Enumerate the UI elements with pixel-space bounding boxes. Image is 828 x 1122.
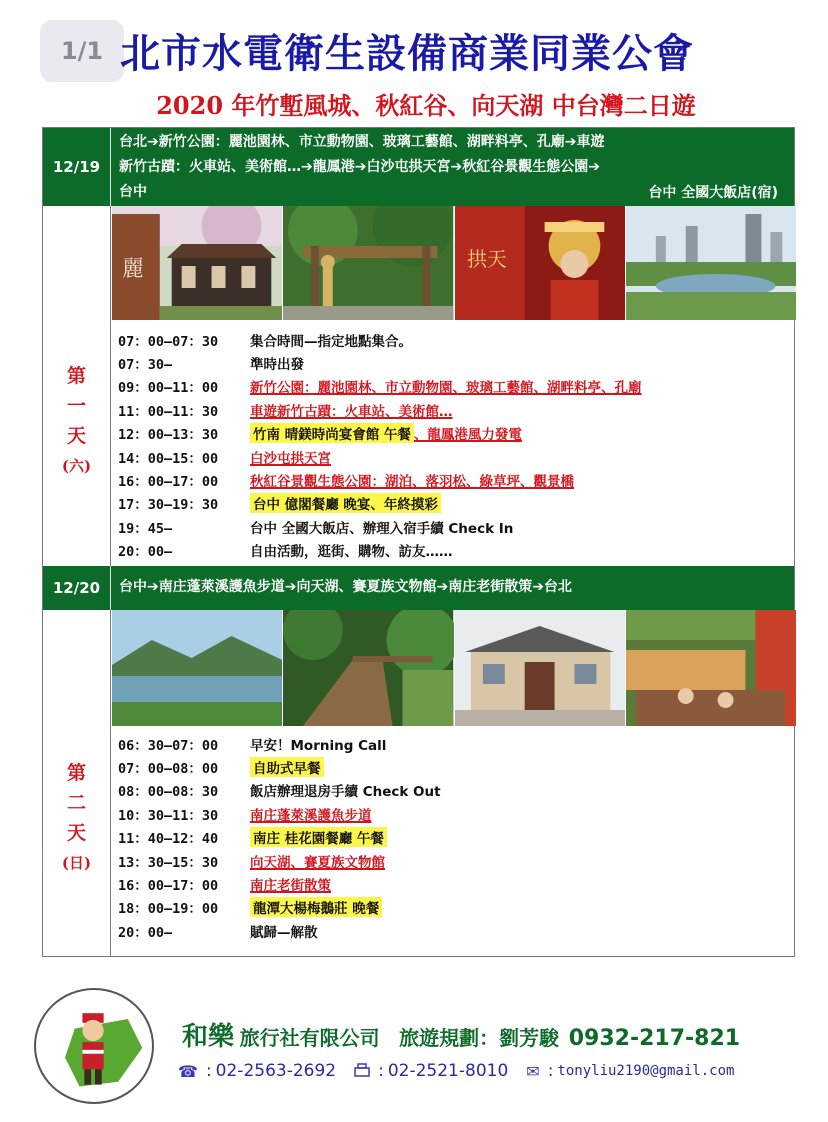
schedule-time: 12：00—13：30 [118,427,219,444]
photo-penglai-trail [283,610,454,726]
schedule-activity: 飯店辦理退房手續 Check Out [250,784,441,801]
schedule-activity-extra: 、龍鳳港風力發電 [413,427,522,444]
day2-label-char: (日) [61,854,92,872]
photo-nanzhuang-old-street [626,610,796,726]
day1-route-line: 新竹古蹟：火車站、美術館…➔龍鳳港➔白沙屯拱天宮➔秋紅谷景觀生態公園➔ [119,159,600,175]
day1-route-line: 台北➔新竹公園：麗池園林、市立動物園、玻璃工藝館、湖畔料亭、孔廟➔車遊 [119,134,605,150]
schedule-activity: 車遊新竹古蹟：火車站、美術館… [250,403,453,420]
day1-hotel: 台中 全國大飯店(宿) [648,185,778,201]
day2-date: 12/20 [43,566,111,610]
schedule-activity: 秋紅谷景觀生態公園：湖泊、落羽松、綠草坪、觀景橋 [250,474,574,491]
day2-route [119,575,786,600]
fax-number[interactable]: 02-2521-8010 [387,1061,509,1081]
day1-route-line: 台中 [119,184,147,200]
schedule-time: 07：30— [118,357,173,374]
schedule-time: 11：00—11：30 [118,403,219,420]
schedule-row [112,755,796,778]
day2-label-char: 天 [66,822,86,844]
photo-xiangtian-lake [112,610,283,726]
day2-photo-strip [112,610,796,726]
schedule-time: 16：00—17：00 [118,474,219,491]
company-logo [34,988,154,1104]
schedule-row [112,445,796,468]
day2-label [43,610,111,956]
planner-name: 旅遊規劃：劉芳駿 [399,1026,560,1050]
day1-label [43,206,111,566]
schedule-row [112,468,796,491]
schedule-row [112,849,796,872]
envelope-icon: ✉ [526,1061,540,1081]
day2-label-char: 第 [66,762,86,784]
mobile-number[interactable]: 0932-217-821 [568,1026,741,1051]
day1-label-char: 第 [66,365,86,387]
schedule-activity: 南庄 桂花園餐廳 午餐 [250,827,387,847]
schedule-time: 11：40—12：40 [118,831,219,848]
page-indicator: 1/1 [40,20,124,82]
svg-text:麗: 麗 [121,256,144,283]
schedule-time: 07：00—08：00 [118,761,219,778]
schedule-activity: 白沙屯拱天宮 [250,450,331,467]
schedule-time: 19：45— [118,520,173,537]
schedule-time: 16：00—17：00 [118,878,219,895]
schedule-row [112,872,796,895]
schedule-row [112,539,796,562]
schedule-row [112,779,796,802]
schedule-activity: 向天湖、賽夏族文物館 [250,854,385,871]
schedule-activity: 自助式早餐 [250,757,324,777]
day2-schedule [112,732,796,943]
day1-label-char: (六) [61,457,92,475]
schedule-row [112,732,796,755]
photo-qiuhong-valley [626,206,796,320]
schedule-activity: 竹南 晴鎂時尚宴會館 午餐 [250,423,414,443]
photo-city-zoo [283,206,454,320]
schedule-row [112,896,796,919]
schedule-time: 14：00—15：00 [118,450,219,467]
schedule-time: 08：00—08：30 [118,784,219,801]
day2-route-band [43,566,794,610]
telephone-icon: ☎ [178,1061,198,1081]
schedule-row [112,422,796,445]
day1-photo-strip [112,206,796,320]
schedule-row [112,826,796,849]
document-title: 北市水電衛生設備商業同業公會 [120,30,694,77]
schedule-time: 20：00— [118,544,173,561]
schedule-activity: 台中 全國大飯店、辦理入宿手續 Check In [250,520,514,537]
schedule-time: 10：30—11：30 [118,807,219,824]
schedule-row [112,375,796,398]
schedule-row [112,351,796,374]
schedule-activity: 早安！Morning Call [250,737,387,754]
schedule-row [112,515,796,538]
schedule-activity: 新竹公園：麗池園林、市立動物園、玻璃工藝館、湖畔料亭、孔廟 [250,380,642,397]
document-subtitle: 2020 年竹塹風城、秋紅谷、向天湖 中台灣二日遊 [156,91,696,120]
schedule-time: 09：00—11：00 [118,380,219,397]
contact-row: ☎ : 02-2563-2692 : 02-2521-8010 ✉ : tonyliu2190@gmail.com [178,1061,735,1081]
schedule-time: 20：00— [118,924,173,941]
schedule-row [112,398,796,421]
schedule-row [112,802,796,825]
schedule-activity: 南庄蓬萊溪護魚步道 [250,807,372,824]
schedule-time: 07：00—07：30 [118,333,219,350]
schedule-row [112,492,796,515]
schedule-activity: 自由活動，逛街、購物、訪友…… [250,544,453,561]
schedule-time: 13：30—15：30 [118,854,219,871]
schedule-time: 17：30—19：30 [118,497,219,514]
schedule-activity: 南庄老街散策 [250,878,331,895]
day1-label-char: 天 [66,425,86,447]
schedule-activity: 準時出發 [250,357,304,374]
company-name-secondary: 旅行社有限公司 [239,1026,380,1050]
day1-label-char: 一 [66,395,86,417]
email-address[interactable]: tonyliu2190@gmail.com [557,1063,735,1079]
photo-saisiyat-museum [455,610,626,726]
company-name-primary: 和樂 [182,1022,235,1052]
schedule-row [112,328,796,351]
day2-label-char: 二 [66,792,86,814]
schedule-time: 18：00—19：00 [118,901,219,918]
itinerary-table [42,127,795,957]
schedule-activity: 台中 億閣餐廳 晚宴、年終摸彩 [250,493,441,513]
schedule-activity: 集合時間—指定地點集合。 [250,333,412,350]
day2-route-line: 台中➔南庄蓬萊溪護魚步道➔向天湖、賽夏族文物館➔南庄老街散策➔台北 [119,579,572,595]
schedule-row [112,919,796,942]
photo-liqi-garden [112,206,283,320]
schedule-time: 06：30—07：00 [118,737,219,754]
day1-schedule [112,328,796,562]
telephone-number[interactable]: 02-2563-2692 [215,1061,337,1081]
schedule-activity: 賦歸—解散 [250,924,318,941]
day1-route-band [43,128,794,206]
svg-text:拱天: 拱天 [466,246,507,272]
photo-gongtian-temple [455,206,626,320]
company-line [182,1016,782,1056]
fax-icon [354,1062,370,1081]
schedule-activity: 龍潭大楊梅鵝莊 晚餐 [250,897,382,917]
day1-date: 12/19 [43,128,111,206]
